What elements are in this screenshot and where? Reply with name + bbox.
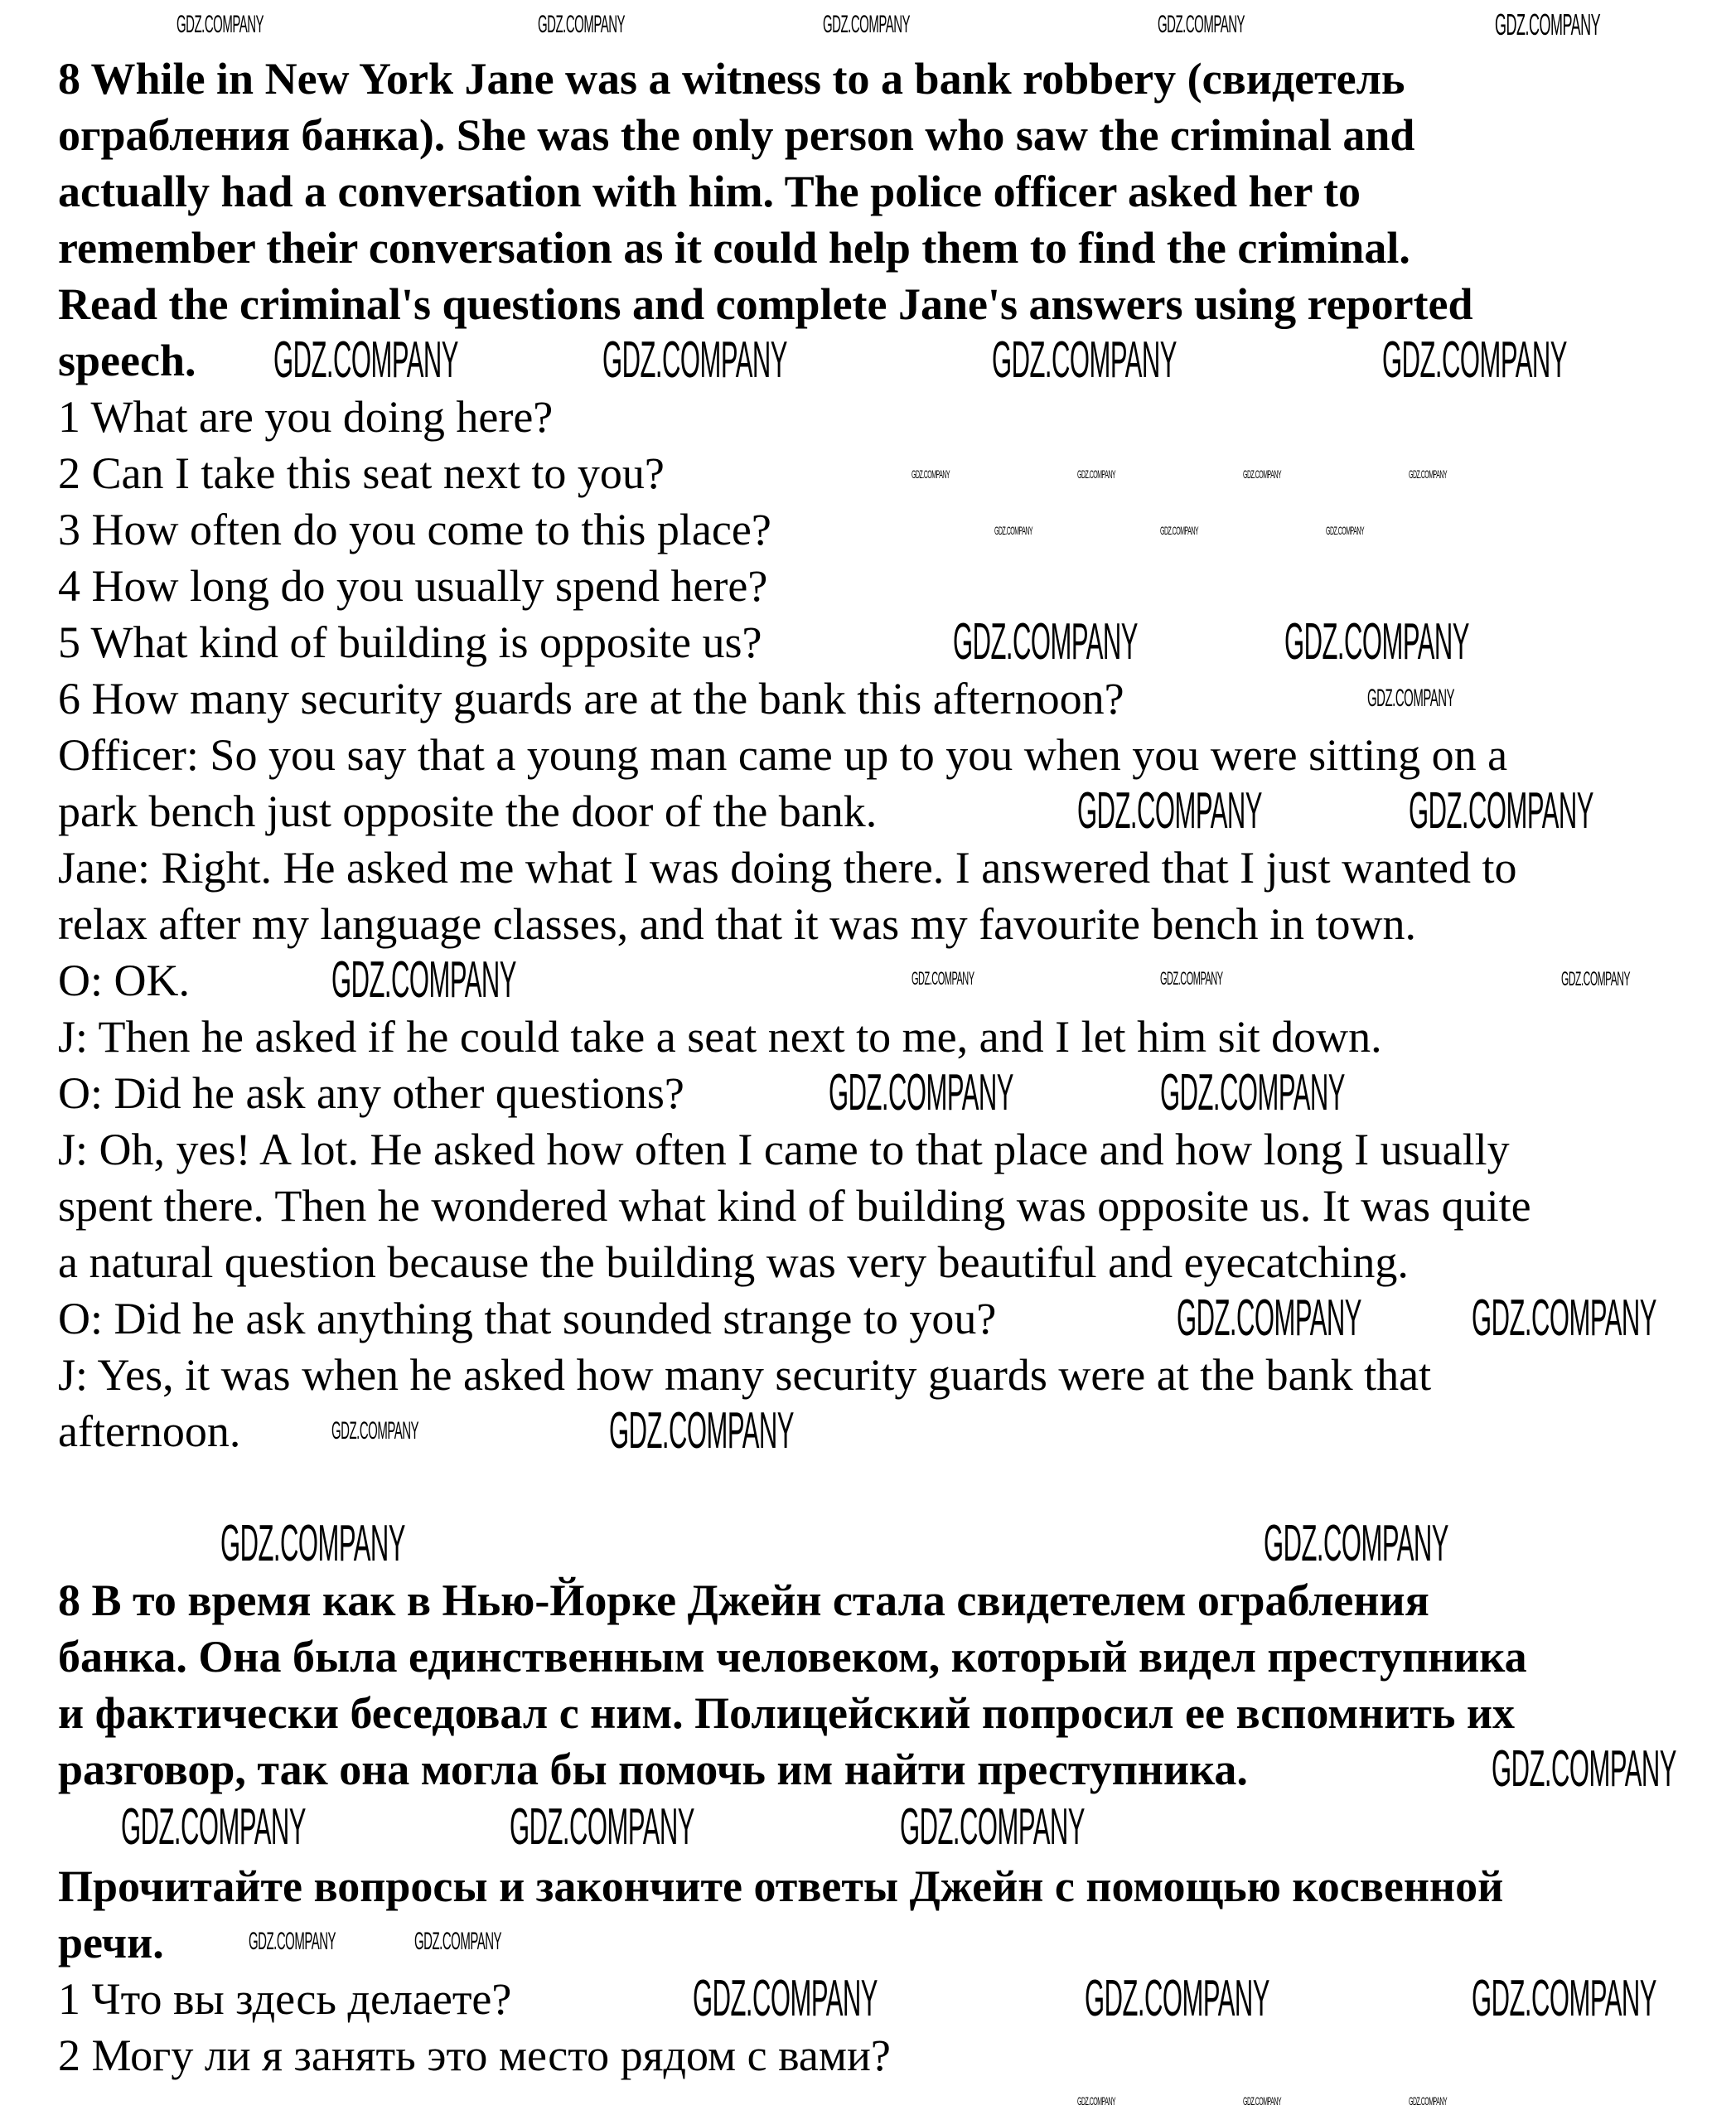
watermark: GDZ.COMPANY — [912, 968, 974, 989]
watermark: GDZ.COMPANY — [1077, 2094, 1116, 2108]
heading-line: банка. Она была единственным человеком, который видел преступника — [58, 1632, 1527, 1682]
dialogue-line: J: Oh, yes! A lot. He asked how often I came to that place and how long I usually — [58, 1125, 1510, 1174]
heading-line: actually had a conversation with him. The police officer asked her to — [58, 167, 1361, 216]
watermark: GDZ.COMPANY — [220, 1515, 405, 1572]
heading-line: remember their conversation as it could help them to find the criminal. — [58, 223, 1410, 273]
heading-line: 8 В то время как в Нью-Йорке Джейн стала свидетелем ограбления — [58, 1575, 1429, 1625]
watermark: GDZ.COMPANY — [331, 1417, 419, 1445]
heading-line: и фактически беседовал с ним. Полицейский попросил ее вспомнить их — [58, 1688, 1516, 1738]
dialogue-line: O: OK. — [58, 956, 190, 1005]
task-heading-ru — [58, 1572, 1736, 1798]
question-item: 1 What are you doing here? — [58, 392, 554, 442]
question-item: 1 Что вы здесь делаете? — [58, 1974, 512, 2024]
watermark: GDZ.COMPANY — [510, 1798, 694, 1856]
watermark: GDZ.COMPANY — [1160, 524, 1199, 537]
watermark: GDZ.COMPANY — [177, 11, 264, 38]
watermark: GDZ.COMPANY — [994, 524, 1033, 537]
watermark: GDZ.COMPANY — [1472, 1970, 1656, 2027]
dialogue-line: park bench just opposite the door of the bank. — [58, 786, 878, 836]
watermark: GDZ.COMPANY — [1367, 685, 1455, 712]
heading-line: Read the criminal's questions and complete Jane's answers using reported — [58, 279, 1473, 329]
watermark: GDZ.COMPANY — [1160, 1064, 1345, 1121]
dialogue-line: a natural question because the building was very beautiful and eyecatching. — [58, 1237, 1409, 1287]
watermark: GDZ.COMPANY — [1077, 782, 1262, 840]
watermark: GDZ.COMPANY — [1382, 332, 1567, 389]
watermark: GDZ.COMPANY — [1284, 613, 1469, 670]
watermark: GDZ.COMPANY — [1264, 1515, 1448, 1572]
dialogue-line: O: Did he ask anything that sounded strange to you? — [58, 1294, 997, 1343]
watermark: GDZ.COMPANY — [693, 1970, 878, 2027]
watermark: GDZ.COMPANY — [1243, 467, 1282, 481]
dialogue-line: spent there. Then he wondered what kind of building was opposite us. It was quite — [58, 1181, 1531, 1231]
watermark: GDZ.COMPANY — [121, 1798, 306, 1856]
dialogue-line: J: Then he asked if he could take a seat next to me, and I let him sit down. — [58, 1012, 1382, 1062]
question-list-en — [58, 389, 1736, 727]
dialogue-line: afternoon. — [58, 1406, 241, 1456]
question-item: 2 Can I take this seat next to you? — [58, 448, 665, 498]
watermark: GDZ.COMPANY — [1409, 2094, 1448, 2108]
watermark: GDZ.COMPANY — [1085, 1970, 1269, 2027]
question-item: 4 How long do you usually spend here? — [58, 561, 768, 611]
dialogue-line: relax after my language classes, and that it was my favourite bench in town. — [58, 899, 1416, 949]
watermark: GDZ.COMPANY — [900, 1798, 1085, 1856]
watermark: GDZ.COMPANY — [1492, 1740, 1676, 1798]
watermark: GDZ.COMPANY — [249, 1928, 336, 1955]
heading-line: 8 While in New York Jane was a witness to a bank robbery (свидетель — [58, 54, 1405, 104]
watermark: GDZ.COMPANY — [609, 1402, 794, 1459]
watermark: GDZ.COMPANY — [1472, 1290, 1656, 1347]
watermark: GDZ.COMPANY — [273, 332, 458, 389]
watermark: GDZ.COMPANY — [992, 332, 1177, 389]
watermark: GDZ.COMPANY — [1409, 467, 1448, 481]
watermark: GDZ.COMPANY — [1409, 782, 1593, 840]
heading-line: speech. — [58, 336, 196, 385]
watermark: GDZ.COMPANY — [602, 332, 787, 389]
watermark: GDZ.COMPANY — [1495, 7, 1601, 41]
watermark: GDZ.COMPANY — [1177, 1290, 1361, 1347]
watermark: GDZ.COMPANY — [953, 613, 1138, 670]
dialogue-line: J: Yes, it was when he asked how many security guards were at the bank that — [58, 1350, 1432, 1400]
watermark: GDZ.COMPANY — [538, 11, 626, 38]
question-item: 5 What kind of building is opposite us? — [58, 617, 762, 667]
dialogue-line: Jane: Right. He asked me what I was doing there. I answered that I just wanted to — [58, 843, 1517, 893]
watermark: GDZ.COMPANY — [1077, 467, 1116, 481]
watermark: GDZ.COMPANY — [1158, 11, 1245, 38]
watermark: GDZ.COMPANY — [912, 467, 950, 481]
watermark: GDZ.COMPANY — [414, 1928, 502, 1955]
watermark: GDZ.COMPANY — [331, 951, 516, 1009]
dialogue-line: O: Did he ask any other questions? — [58, 1068, 684, 1118]
question-item: 3 How often do you come to this place? — [58, 505, 771, 554]
watermark: GDZ.COMPANY — [1243, 2094, 1282, 2108]
instruction-line: речи. — [58, 1918, 164, 1967]
heading-line: разговор, так она могла бы помочь им найти преступника. — [58, 1745, 1248, 1794]
question-item: 6 How many security guards are at the bank this afternoon? — [58, 674, 1124, 724]
dialogue-line: Officer: So you say that a young man came up to you when you were sitting on a — [58, 730, 1508, 780]
watermark: GDZ.COMPANY — [829, 1064, 1013, 1121]
watermark: GDZ.COMPANY — [823, 11, 911, 38]
watermark: GDZ.COMPANY — [1160, 968, 1223, 989]
question-item: 2 Могу ли я занять это место рядом с вами? — [58, 2030, 891, 2080]
watermark: GDZ.COMPANY — [1561, 968, 1630, 990]
instruction-line: Прочитайте вопросы и закончите ответы Джейн с помощью косвенной — [58, 1861, 1504, 1911]
watermark: GDZ.COMPANY — [1326, 524, 1365, 537]
heading-line: ограбления банка). She was the only person who saw the criminal and — [58, 110, 1415, 160]
